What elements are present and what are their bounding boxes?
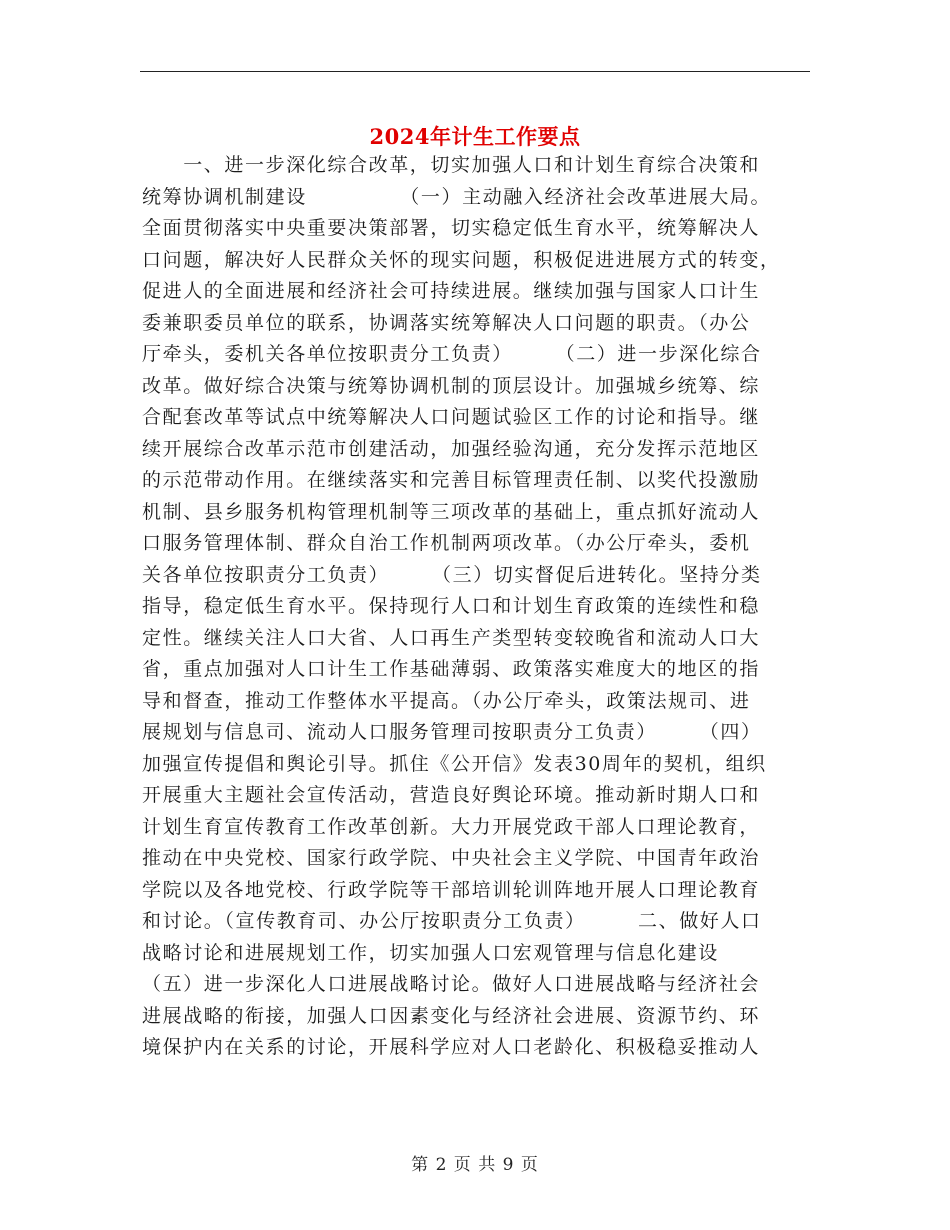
- body-line: 口服务管理体制、群众自治工作机制两项改革。（办公厅牵头，委机: [142, 532, 751, 554]
- header-rule: [140, 71, 810, 72]
- body-line: 机制、县乡服务机构管理机制等三项改革的基础上，重点抓好流动人: [142, 500, 761, 523]
- body-line: 续开展综合改革示范市创建活动，加强经验沟通，充分发挥示范地区: [142, 437, 761, 460]
- body-line: 加强宣传提倡和舆论引导。抓住《公开信》发表30周年的契机，组织: [142, 752, 767, 775]
- page-number: 第 2 页 共 9 页: [411, 1155, 539, 1175]
- body-line: 导和督查，推动工作整体水平提高。（办公厅牵头，政策法规司、进: [142, 689, 751, 712]
- body-line: 战略讨论和进展规划工作，切实加强人口宏观管理与信息化建设: [142, 941, 719, 964]
- body-line: 推动在中央党校、国家行政学院、中央社会主义学院、中国青年政治: [142, 847, 761, 869]
- body-line: 关各单位按职责分工负责） （三）切实督促后进转化。坚持分类: [142, 563, 762, 586]
- body-line: 省，重点加强对人口计生工作基础薄弱、政策落实难度大的地区的指: [142, 658, 761, 680]
- body-line: 合配套改革等试点中统筹解决人口问题试验区工作的讨论和指导。继: [142, 406, 761, 428]
- body-line: 指导，稳定低生育水平。保持现行人口和计划生育政策的连续性和稳: [142, 595, 761, 617]
- body-line: （五）进一步深化人口进展战略讨论。做好人口进展战略与经济社会: [142, 973, 761, 995]
- body-line: 全面贯彻落实中央重要决策部署，切实稳定低生育水平，统筹解决人: [142, 217, 761, 239]
- body-line: 的示范带动作用。在继续落实和完善目标管理责任制、以奖代投激励: [142, 469, 761, 491]
- body-line: 委兼职委员单位的联系，协调落实统筹解决人口问题的职责。（办公: [142, 311, 751, 334]
- document-title: 2024年计生工作要点: [369, 124, 581, 150]
- body-line: 开展重大主题社会宣传活动，营造良好舆论环境。推动新时期人口和: [142, 784, 761, 806]
- body-line: 口问题，解决好人民群众关怀的现实问题，积极促进进展方式的转变，: [142, 248, 781, 271]
- document-body: [142, 150, 810, 1064]
- body-line: 统筹协调机制建设 （一）主动融入经济社会改革进展大局。: [142, 185, 772, 208]
- body-line: 展规划与信息司、流动人口服务管理司按职责分工负责） （四）: [142, 721, 762, 743]
- body-line: 改革。做好综合决策与统筹协调机制的顶层设计。加强城乡统筹、综: [142, 374, 761, 397]
- body-line: 一、进一步深化综合改革，切实加强人口和计划生育综合决策和: [142, 154, 761, 176]
- body-line: 学院以及各地党校、行政学院等干部培训轮训阵地开展人口理论教育: [142, 878, 761, 901]
- body-line: 促进人的全面进展和经济社会可持续进展。继续加强与国家人口计生: [142, 280, 761, 302]
- body-line: 厅牵头，委机关各单位按职责分工负责） （二）进一步深化综合: [142, 343, 762, 365]
- body-line: 和讨论。（宣传教育司、办公厅按职责分工负责） 二、做好人口: [142, 910, 762, 932]
- body-line: 进展战略的衔接，加强人口因素变化与经济社会进展、资源节约、环: [142, 1004, 761, 1027]
- body-line: 境保护内在关系的讨论，开展科学应对人口老龄化、积极稳妥推动人: [142, 1036, 761, 1058]
- body-line: 计划生育宣传教育工作改革创新。大力开展党政干部人口理论教育，: [142, 815, 761, 838]
- body-line: 定性。继续关注人口大省、人口再生产类型转变较晚省和流动人口大: [142, 626, 761, 649]
